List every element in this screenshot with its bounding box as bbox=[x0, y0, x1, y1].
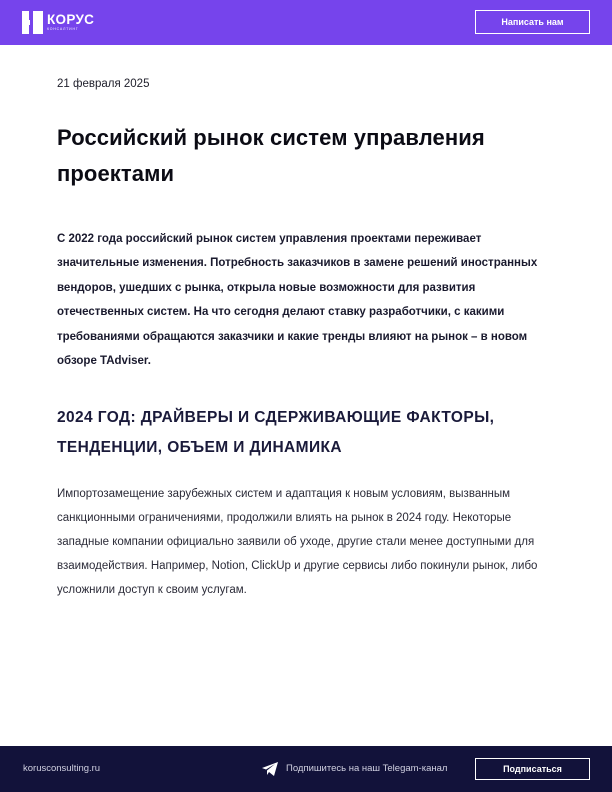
footer-bar bbox=[0, 746, 612, 792]
telegram-icon bbox=[262, 762, 278, 776]
top-bar bbox=[0, 0, 612, 45]
subscribe-button[interactable]: Подписаться bbox=[475, 758, 590, 780]
publish-date: 21 февраля 2025 bbox=[57, 78, 150, 90]
logo-subtext: КОНСАЛТИНГ bbox=[47, 27, 79, 31]
body-paragraph: Импортозамещение зарубежных систем и адаптация к новым условиям, вызванным санкционными ограничениями, продолжили влиять на рынок в 2024 году. Некоторые западные компании официально заявили об уходе, другие стали менее доступными для взаимодействия. Например, Notion, ClickUp и другие сервисы либо покинули рынок, либо усложнили доступ к своим услугам. bbox=[57, 488, 538, 596]
site-link[interactable]: korusconsulting.ru bbox=[23, 763, 101, 774]
lead-paragraph: С 2022 года российский рынок систем управления проектами переживает значительные изменения. Потребность заказчиков в замене решений иностранных вендоров, ушедших с рынка, открыла новые возможности для развития отечественных систем. На что сегодня делают ставку разработчики, с какими требованиями обращаются заказчики и какие тренды влияют на рынок – в новом обзоре TAdviser. bbox=[57, 233, 538, 368]
logo[interactable] bbox=[22, 11, 94, 34]
write-us-button[interactable]: Написать нам bbox=[475, 10, 590, 34]
page-title: Российский рынок систем управления проектами bbox=[57, 125, 485, 186]
logo-text: КОРУС bbox=[47, 12, 95, 27]
korus-logo-icon bbox=[22, 11, 43, 34]
section-heading: 2024 ГОД: ДРАЙВЕРЫ И СДЕРЖИВАЮЩИЕ ФАКТОРЫ, ТЕНДЕНЦИИ, ОБЪЕМ И ДИНАМИКА bbox=[57, 409, 495, 456]
telegram-cta-text[interactable]: Подпишитесь на наш Telegam-канал bbox=[286, 763, 448, 774]
